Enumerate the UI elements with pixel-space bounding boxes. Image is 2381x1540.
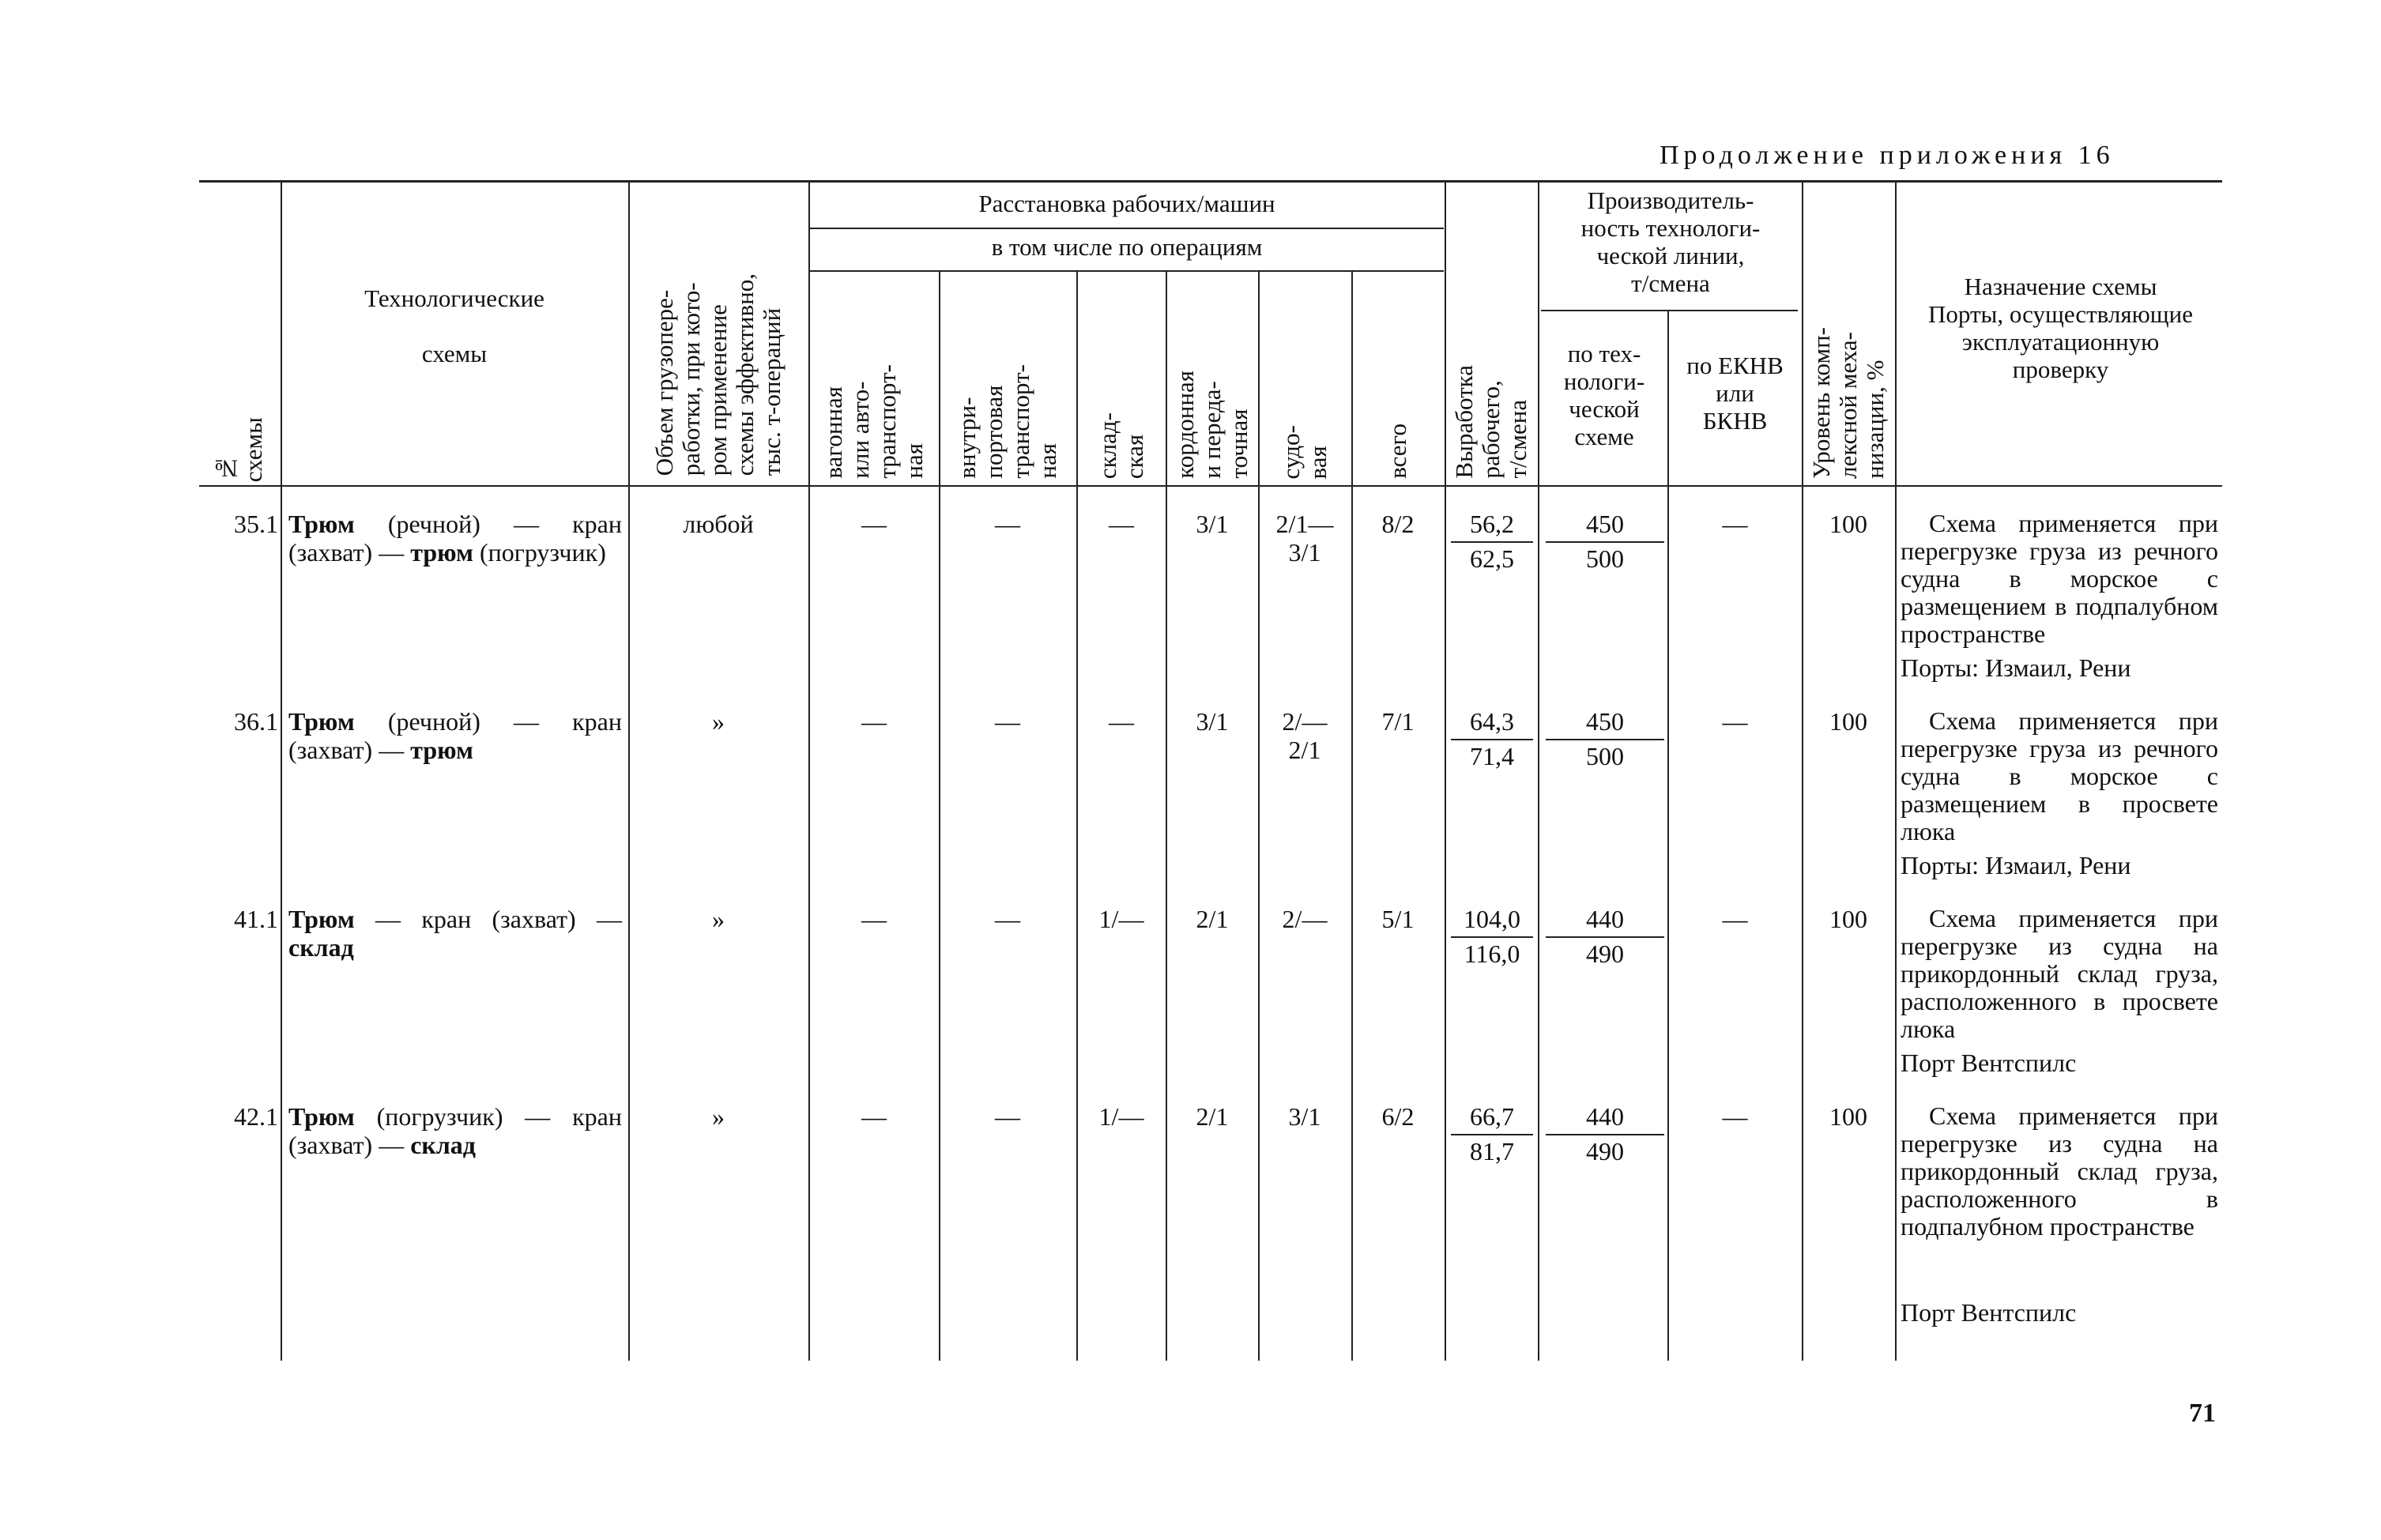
cell-op-internal: — — [995, 707, 1020, 736]
cell-mech: 100 — [1829, 510, 1867, 538]
scheme-bold-term: Трюм — [288, 707, 355, 736]
cell-prod-bottom: 500 — [1586, 742, 1624, 770]
cell-op-cordon: 3/1 — [1196, 510, 1229, 538]
scheme-text: (погрузчик) — кран (захват) — — [288, 1102, 622, 1159]
cell-num: 42.1 — [234, 1102, 278, 1131]
scheme-bold-term: склад — [410, 1131, 476, 1159]
cell-op-internal: — — [995, 1102, 1020, 1131]
cell-mech: 100 — [1829, 905, 1867, 933]
cell-output-top: 56,2 — [1451, 510, 1533, 543]
cell-purpose: Схема применяется при перегрузке из судна на прикордонный склад груза, расположенного в подпалубном пространстве — [1901, 1101, 2218, 1241]
header-prod-by-scheme: по тех- нологи- ческой схеме — [1563, 340, 1645, 450]
cell-op-wagon: — — [861, 510, 887, 538]
scheme-text: (речной) — кран (захват) — — [288, 510, 622, 567]
cell-op-warehouse: — — [1109, 707, 1134, 736]
cell-purpose: Схема применяется при перегрузке груза из речного судна в морское с размещением в просвете люка — [1901, 706, 2218, 845]
cell-volume: » — [712, 707, 725, 736]
cell-num: 36.1 — [234, 707, 278, 736]
cell-op-cordon: 2/1 — [1196, 1102, 1229, 1131]
header-op-wagon: вагонная или авто- транспорт- ная — [819, 364, 928, 479]
scheme-text: (речной) — кран (захват) — — [288, 707, 622, 764]
scheme-bold-term: Трюм — [288, 905, 355, 933]
cell-output-bottom: 62,5 — [1470, 544, 1514, 573]
cell-output-top: 66,7 — [1451, 1102, 1533, 1135]
scheme-bold-term: склад — [288, 933, 354, 962]
cell-num: 35.1 — [234, 510, 278, 538]
page-number: 71 — [2189, 1399, 2216, 1428]
scheme-text: — кран (захват) — — [354, 905, 622, 933]
cell-op-warehouse: 1/— — [1098, 1102, 1144, 1131]
header-op-internal: внутри- портовая транспорт- ная — [953, 364, 1061, 479]
cell-volume: » — [712, 905, 725, 933]
header-op-cordon: кордонная и переда- точная — [1171, 371, 1253, 479]
header-scheme-number: № схемы — [212, 416, 267, 482]
cell-scheme — [288, 1102, 622, 1159]
cell-op-warehouse: 1/— — [1098, 905, 1144, 933]
cell-num: 41.1 — [234, 905, 278, 933]
cell-output-top: 104,0 — [1451, 905, 1533, 938]
scheme-bold-term: трюм — [410, 538, 473, 567]
cell-op-ship: 2/1— 3/1 — [1275, 510, 1334, 567]
header-technological-schemes: Технологические схемы — [364, 284, 544, 367]
cell-ports: Порты: Измаил, Рени — [1901, 851, 2131, 879]
cell-ports: Порт Вентспилс — [1901, 1049, 2077, 1077]
cell-op-wagon: — — [861, 707, 887, 736]
cell-prod-top: 440 — [1546, 1102, 1664, 1135]
cell-scheme — [288, 707, 622, 764]
cell-mech: 100 — [1829, 707, 1867, 736]
scheme-bold-term: Трюм — [288, 1102, 355, 1131]
header-line-productivity: Производитель- ность технологи- ческой линии, т/смена — [1580, 186, 1761, 297]
scheme-bold-term: Трюм — [288, 510, 355, 538]
cell-ports: Порты: Измаил, Рени — [1901, 653, 2131, 682]
cell-mech: 100 — [1829, 1102, 1867, 1131]
header-including-operations: в том числе по операциям — [991, 233, 1263, 261]
cell-op-cordon: 3/1 — [1196, 707, 1229, 736]
header-placement: Расстановка рабочих/машин — [978, 190, 1275, 217]
cell-eknv: — — [1722, 510, 1748, 538]
cell-total: 7/1 — [1381, 707, 1415, 736]
cell-total: 5/1 — [1381, 905, 1415, 933]
cell-output-top: 64,3 — [1451, 707, 1533, 740]
header-worker-output: Выработка рабочего, т/смена — [1450, 365, 1531, 479]
scheme-bold-term: трюм — [410, 736, 473, 764]
cell-eknv: — — [1722, 707, 1748, 736]
cell-purpose: Схема применяется при перегрузке груза из речного судна в морское с размещением в подпалубном пространстве — [1901, 509, 2218, 648]
cell-prod-top: 440 — [1546, 905, 1664, 938]
cell-op-ship: 2/— — [1282, 905, 1328, 933]
cell-op-cordon: 2/1 — [1196, 905, 1229, 933]
cell-total: 6/2 — [1381, 1102, 1415, 1131]
header-op-warehouse: склад- ская — [1094, 412, 1148, 479]
page-caption: Продолжение приложения 16 — [1660, 141, 2115, 170]
header-mechanization-level: Уровень комп- лексной меха- низации, % — [1807, 327, 1889, 479]
cell-eknv: — — [1722, 905, 1748, 933]
header-purpose-ports: Назначение схемы Порты, осуществляющие эксплуатационную проверку — [1927, 273, 2194, 383]
cell-ports: Порт Вентспилс — [1901, 1298, 2077, 1327]
cell-volume: » — [712, 1102, 725, 1131]
header-op-ship: судо- вая — [1277, 424, 1332, 479]
cell-output-bottom: 116,0 — [1464, 939, 1520, 968]
cell-scheme — [288, 510, 622, 567]
cell-op-wagon: — — [861, 1102, 887, 1131]
cell-volume: любой — [683, 510, 754, 538]
header-volume: Объем грузопере- работки, при кото- ром применение схемы эффективно, тыс. т-операций — [650, 273, 786, 476]
cell-op-ship: 2/— 2/1 — [1282, 707, 1328, 764]
cell-op-internal: — — [995, 905, 1020, 933]
cell-prod-top: 450 — [1546, 707, 1664, 740]
cell-output-bottom: 71,4 — [1470, 742, 1514, 770]
cell-total: 8/2 — [1381, 510, 1415, 538]
cell-output-bottom: 81,7 — [1470, 1137, 1514, 1165]
cell-eknv: — — [1722, 1102, 1748, 1131]
cell-purpose: Схема применяется при перегрузке из судна на прикордонный склад груза, расположенного в просвете люка — [1901, 904, 2218, 1043]
cell-prod-bottom: 490 — [1586, 1137, 1624, 1165]
cell-scheme — [288, 905, 622, 962]
cell-op-internal: — — [995, 510, 1020, 538]
cell-op-warehouse: — — [1109, 510, 1134, 538]
scheme-text: (погрузчик) — [473, 538, 606, 567]
cell-op-wagon: — — [861, 905, 887, 933]
header-total: всего — [1384, 424, 1411, 479]
cell-prod-top: 450 — [1546, 510, 1664, 543]
cell-prod-bottom: 500 — [1586, 544, 1624, 573]
header-prod-by-eknv: по ЕКНВ или БКНВ — [1686, 352, 1784, 435]
cell-prod-bottom: 490 — [1586, 939, 1624, 968]
cell-op-ship: 3/1 — [1288, 1102, 1321, 1131]
